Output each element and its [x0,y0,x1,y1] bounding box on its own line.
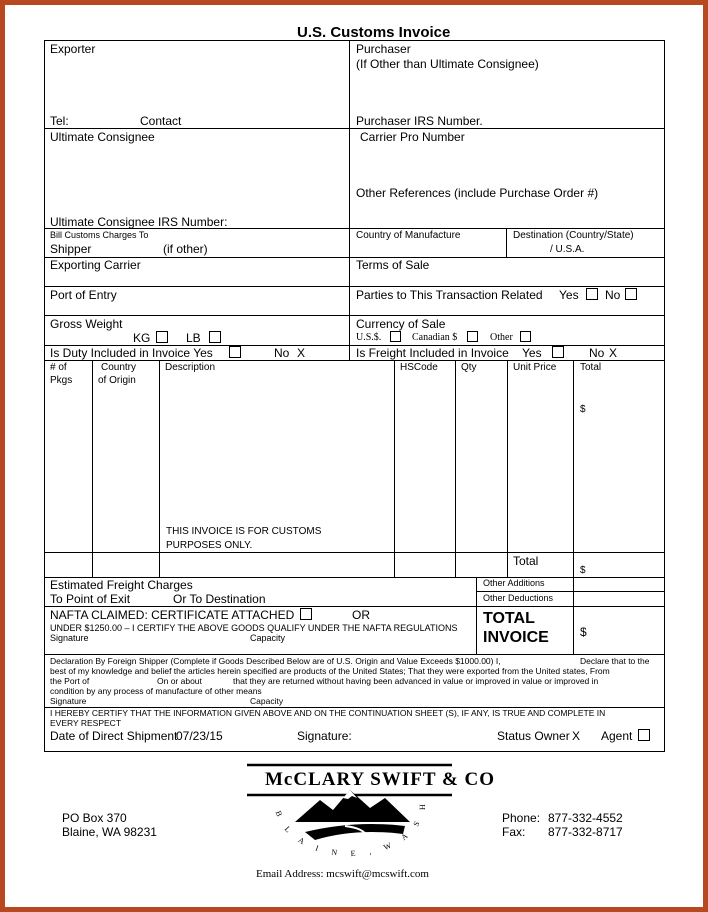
consignee-irs-label: Ultimate Consignee IRS Number: [50,215,228,229]
currency-uss-checkbox[interactable] [390,331,401,342]
address-line2: Blaine, WA 98231 [62,825,157,839]
parties-no-label: No [605,288,621,302]
col-total-header: Total [580,362,602,373]
total-invoice-line2: INVOICE [483,629,549,646]
country-manufacture-label: Country of Manufacture [356,230,461,241]
purchaser-irs-label: Purchaser IRS Number. [356,114,483,128]
total-invoice-line1: TOTAL [483,610,535,627]
currency-canadian-checkbox[interactable] [467,331,478,342]
currency-other-checkbox[interactable] [520,331,531,342]
status-agent-label: Agent [601,729,633,743]
purchaser-label: Purchaser [356,42,411,56]
freight-point-exit-label: To Point of Exit [50,592,131,606]
currency-canadian-label: Canadian $ [412,332,458,343]
declaration-declare: Declare that to the [580,656,650,666]
currency-other-label: Other [490,332,513,343]
declaration-capacity-label: Capacity [250,696,284,706]
exporter-tel-label: Tel: [50,114,69,128]
total-invoice-dollar: $ [580,625,587,639]
nafta-certificate-checkbox[interactable] [300,608,312,620]
shipment-date-value: 07/23/15 [176,729,223,743]
customs-note-line1: THIS INVOICE IS FOR CUSTOMS [166,526,322,537]
duty-no-mark: X [297,346,306,360]
status-owner-label: Status Owner [497,729,570,743]
total-dollar-sign: $ [580,404,586,415]
customs-note-line2: PURPOSES ONLY. [166,540,253,551]
fax-label: Fax: [502,825,526,839]
parties-yes-checkbox[interactable] [586,288,598,300]
nafta-or-label: OR [352,608,370,622]
certify-line1: I HEREBY CERTIFY THAT THE INFORMATION GIVEN ABOVE AND ON THE CONTINUATION SHEET (S), IF ANY, IS TRUE AND COMPLETE IN [50,708,606,718]
page-title: U.S. Customs Invoice [297,24,451,41]
col-qty-header: Qty [461,362,477,373]
gross-weight-lb-label: LB [186,331,201,345]
declaration-line1: Declaration By Foreign Shipper (Complete if Goods Described Below are of U.S. Origin and Value Exceeds $1000.00) I, [50,656,501,666]
declaration-on-about-label: On or about [157,676,202,686]
declaration-line3: that they are returned without having been advanced in value or improved in value or improved in [233,676,599,686]
parties-no-checkbox[interactable] [625,288,637,300]
table-total-dollar: $ [580,565,586,576]
other-deductions-label: Other Deductions [483,593,554,603]
port-of-entry-label: Port of Entry [50,288,117,302]
freight-no-mark: X [609,346,618,360]
currency-uss-label: U.S.$. [356,332,382,343]
col-country-header-2: of Origin [98,375,136,386]
declaration-port-label: the Port of [50,676,90,686]
bill-if-other-label: (if other) [163,242,208,256]
nafta-under-label: UNDER $1250.00 – I CERTIFY THE ABOVE GOODS QUALIFY UNDER THE NAFTA REGULATIONS [50,623,458,633]
freight-yes-checkbox[interactable] [552,346,564,358]
phone-label: Phone: [502,811,541,825]
status-owner-mark: X [572,729,581,743]
declaration-line2: best of my knowledge and belief the articles herein specified are products of the United States; That they were exported from the United states, From [50,666,610,676]
gross-weight-lb-checkbox[interactable] [209,331,221,343]
nafta-capacity-label: Capacity [250,633,286,643]
col-pkgs-header-2: Pkgs [50,375,73,386]
status-agent-checkbox[interactable] [638,729,650,741]
exporting-carrier-label: Exporting Carrier [50,258,141,272]
terms-of-sale-label: Terms of Sale [356,258,430,272]
company-logo [245,762,496,862]
nafta-signature-label: Signature [50,633,89,643]
duty-no-label: No [274,346,290,360]
freight-charges-label: Estimated Freight Charges [50,578,193,592]
logo-arc-text: B L A I N E , W A S H [273,798,428,859]
gross-weight-label: Gross Weight [50,317,123,331]
col-unit-price-header: Unit Price [513,362,557,373]
nafta-claimed-label: NAFTA CLAIMED: CERTIFICATE ATTACHED [50,608,295,622]
freight-to-destination-label: Or To Destination [173,592,266,606]
other-additions-label: Other Additions [483,578,545,588]
certify-line2: EVERY RESPECT [50,718,122,728]
bill-shipper-label: Shipper [50,242,92,256]
email-address[interactable]: Email Address: mcswift@mcswift.com [256,868,429,880]
freight-included-label: Is Freight Included in Invoice [356,346,509,360]
logo-name: McCLARY SWIFT & CO [265,769,496,790]
shipment-date-label: Date of Direct Shipment [50,729,178,743]
table-total-label: Total [513,554,539,568]
consignee-label: Ultimate Consignee [50,130,155,144]
duty-included-label: Is Duty Included in Invoice Yes [50,346,213,360]
exporter-contact-label: Contact [140,114,182,128]
fax-value: 877-332-8717 [548,825,623,839]
bill-charges-label: Bill Customs Charges To [50,230,149,240]
col-pkgs-header-1: # of [50,362,67,373]
certify-signature-label: Signature: [297,729,352,743]
duty-yes-checkbox[interactable] [229,346,241,358]
exporter-label: Exporter [50,42,96,56]
col-hscode-header: HSCode [400,362,438,373]
destination-label-1: Destination (Country/State) [513,230,634,241]
col-description-header: Description [165,362,216,373]
declaration-line4: condition by any process of manufacture of other means [50,686,262,696]
carrier-pro-label: Carrier Pro Number [360,130,465,144]
address-line1: PO Box 370 [62,811,127,825]
destination-label-2: / U.S.A. [550,244,585,255]
other-references-label: Other References (include Purchase Order #) [356,186,599,200]
parties-yes-label: Yes [559,288,579,302]
phone-value: 877-332-4552 [548,811,623,825]
currency-label: Currency of Sale [356,317,446,331]
parties-related-label: Parties to This Transaction Related [356,288,543,302]
gross-weight-kg-checkbox[interactable] [156,331,168,343]
freight-yes-label: Yes [522,346,542,360]
declaration-signature-label: Signature [50,696,87,706]
gross-weight-kg-label: KG [133,331,151,345]
freight-no-label: No [589,346,605,360]
col-country-header-1: Country [101,362,137,373]
purchaser-note: (If Other than Ultimate Consignee) [356,57,539,71]
